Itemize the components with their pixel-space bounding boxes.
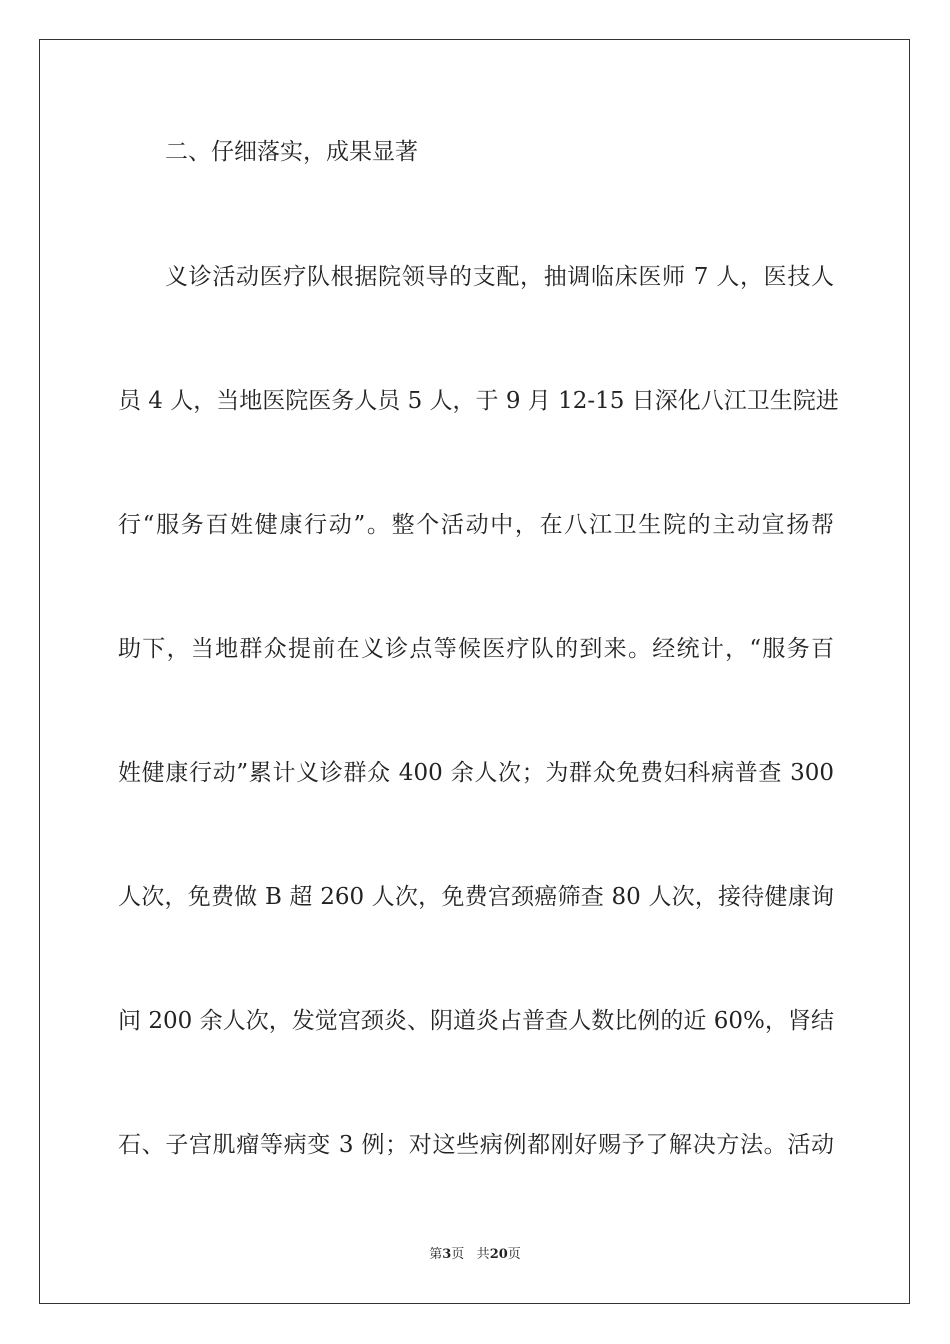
paragraph-line-7: 问 200 余人次，发觉宫颈炎、阴道炎占普查人数比例的近 60%，肾结	[118, 1008, 834, 1034]
paragraph-line-3: 行“服务百姓健康行动”。整个活动中，在八江卫生院的主动宣扬帮	[118, 512, 834, 538]
total-pages: 20	[489, 1247, 508, 1262]
paragraph-line-4: 助下，当地群众提前在义诊点等候医疗队的到来。经统计，“服务百	[118, 636, 834, 662]
page-suffix: 页	[451, 1247, 465, 1262]
section-heading: 二、仔细落实，成果显著	[165, 139, 418, 165]
paragraph-line-2: 员 4 人，当地医院医务人员 5 人，于 9 月 12-15 日深化八江卫生院进	[118, 388, 839, 414]
page-border	[39, 39, 910, 1304]
page-number: 3	[442, 1247, 452, 1262]
paragraph-line-5: 姓健康行动”累计义诊群众 400 余人次；为群众免费妇科病普查 300	[118, 760, 834, 786]
total-suffix: 页	[507, 1247, 521, 1262]
page-prefix: 第	[429, 1247, 443, 1262]
paragraph-line-6: 人次，免费做 B 超 260 人次，免费宫颈癌筛查 80 人次，接待健康询	[118, 884, 834, 910]
paragraph-line-1: 义诊活动医疗队根据院领导的支配，抽调临床医师 7 人，医技人	[165, 264, 834, 290]
paragraph-line-8: 石、子宫肌瘤等病变 3 例；对这些病例都刚好赐予了解决方法。活动	[118, 1132, 834, 1158]
page-footer	[0, 1246, 950, 1264]
total-prefix: 共	[476, 1247, 490, 1262]
